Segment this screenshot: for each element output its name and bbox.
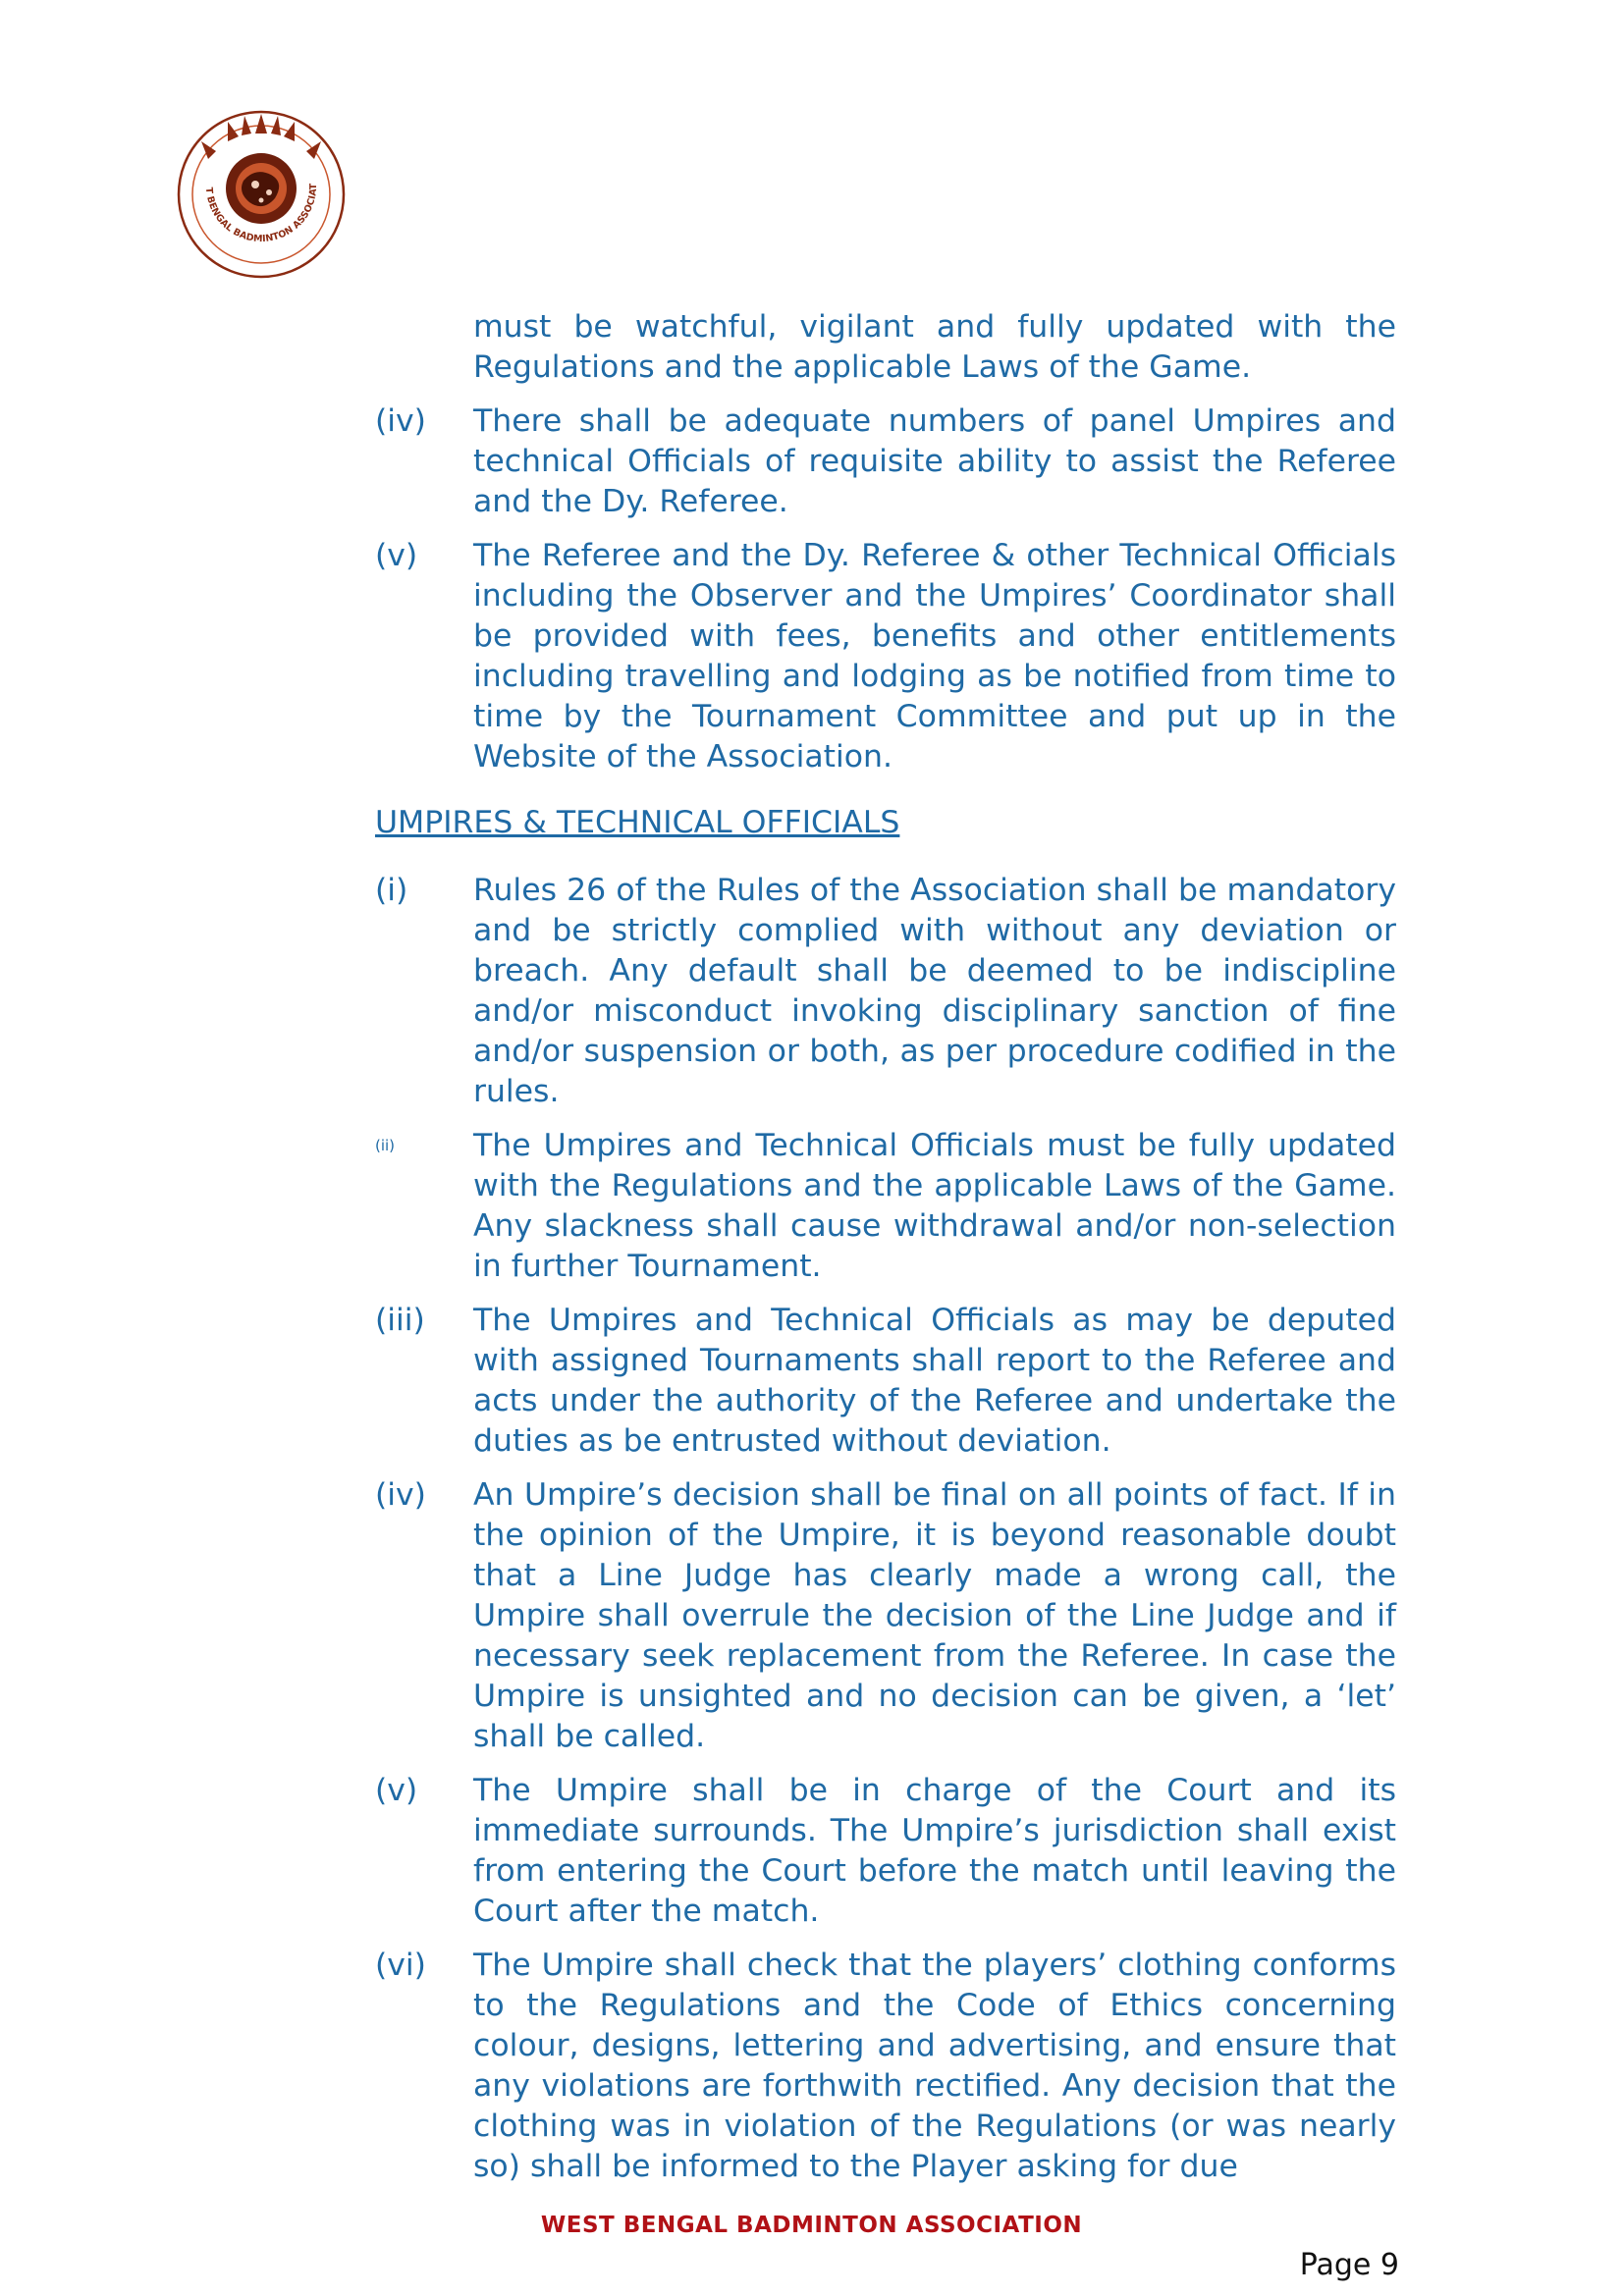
association-logo (177, 110, 346, 279)
list-item (375, 401, 1396, 522)
list-item-text: Rules 26 of the Rules of the Association shall be mandatory and be strictly complied with without any deviation or breach. Any default shall be deemed to be indiscipline and/or misconduct invoking disciplinary sanction of fine and/or suspension or both, as per procedure codified in the rules. (473, 873, 1396, 1109)
document-body (375, 307, 1396, 2201)
list-item-text: The Umpires and Technical Officials must be fully updated with the Regulations and the applicable Laws of the Game. Any slackness shall cause withdrawal and/or non-selection in further Tournament. (473, 1128, 1396, 1284)
list-item (375, 1946, 1396, 2187)
list-item-number: (iv) (375, 403, 426, 439)
list-item-text: The Umpire shall check that the players’ clothing conforms to the Regulations and the Code of Ethics concerning colour, designs, lettering and advertising, and ensure that any violations are forthwith rectified. Any decision that the clothing was in violation of the Regulations (or was nearly so) shall be informed to the Player asking for due (473, 1948, 1396, 2184)
list-item-text: The Umpires and Technical Officials as may be deputed with assigned Tournaments shall report to the Referee and acts under the authority of the Referee and undertake the duties as be entrusted without deviation. (473, 1303, 1396, 1459)
list-item-number: (vi) (375, 1948, 426, 1983)
list-item (375, 536, 1396, 777)
list-item-text: An Umpire’s decision shall be final on all points of fact. If in the opinion of the Umpire, it is beyond reasonable doubt that a Line Judge has clearly made a wrong call, the Umpire shall overrule the decision of the Line Judge and if necessary seek replacement from the Referee. In case the Umpire is unsighted and no decision can be given, a ‘let’ shall be called. (473, 1477, 1396, 1754)
wbba-seal-icon (177, 110, 346, 279)
list-item-text: The Referee and the Dy. Referee & other Technical Officials including the Observer and the Umpires’ Coordinator shall be provided with fees, benefits and other entitlements including travelling and lodging as be notified from time to time by the Tournament Committee and put up in the Website of the Association. (473, 538, 1396, 774)
page-number: Page 9 (1299, 2248, 1399, 2282)
list-item-number: (ii) (375, 1137, 396, 1154)
list-item-number: (v) (375, 1773, 418, 1808)
list-item (375, 1771, 1396, 1932)
footer-organization-name: WEST BENGAL BADMINTON ASSOCIATION (540, 2213, 1083, 2238)
list-item (375, 871, 1396, 1112)
svg-text:WEST BENGAL BADMINTON ASSOCIAT: T BENGAL BADMINTON ASSOCIAT (202, 183, 320, 245)
list-item-number: (iv) (375, 1477, 426, 1513)
list-item-text: There shall be adequate numbers of panel Umpires and technical Officials of requisite ability to assist the Referee and the Dy. Referee. (473, 403, 1396, 519)
list-item (375, 1126, 1396, 1287)
list-item (375, 1475, 1396, 1757)
section-heading: UMPIRES & TECHNICAL OFFICIALS (375, 805, 900, 840)
list-item-text: The Umpire shall be in charge of the Court and its immediate surrounds. The Umpire’s jurisdiction shall exist from entering the Court before the match until leaving the Court after the match. (473, 1773, 1396, 1929)
continued-paragraph: must be watchful, vigilant and fully updated with the Regulations and the applicable Laws of the Game. (473, 309, 1396, 385)
list-item-number: (iii) (375, 1303, 425, 1338)
list-item-number: (v) (375, 538, 418, 573)
list-item-number: (i) (375, 873, 408, 908)
list-item (375, 1301, 1396, 1462)
